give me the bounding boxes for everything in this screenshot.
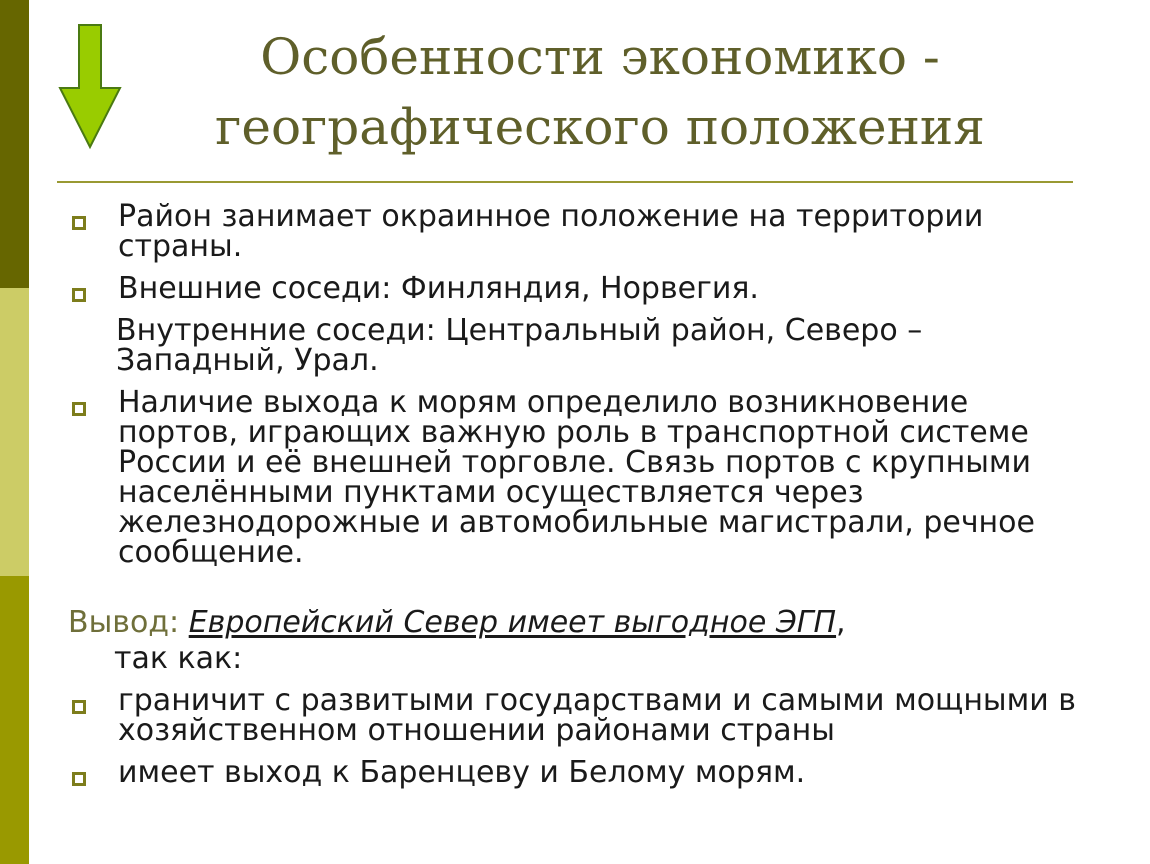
title-divider — [57, 181, 1073, 183]
conclusion-line — [68, 605, 1078, 640]
list-item — [68, 755, 1078, 790]
title-line-2: географического положения — [215, 98, 985, 156]
square-bullet-icon — [72, 772, 86, 786]
bullet-text: граничит с развитыми государствами и самыми мощными в хозяйственном отношении районами страны — [118, 683, 1076, 748]
list-item — [68, 271, 1078, 306]
bullet-text: Наличие выхода к морям определило возникновение портов, играющих важную роль в транспортной системе России и её внешней торговле. Связь портов с крупными населёнными пунктами осуществляется через железнодорожные и автомобильные магистрали, речное сообщение. — [118, 385, 1035, 570]
because-text: так как: — [114, 641, 243, 676]
conclusion-label: Вывод: — [68, 605, 189, 640]
sidebar-bottom-band — [0, 576, 29, 864]
slide-body — [68, 199, 1078, 800]
square-bullet-icon — [72, 216, 86, 230]
list-item — [68, 385, 1078, 570]
slide-title — [140, 22, 1060, 162]
sidebar-top-band — [0, 0, 29, 288]
title-line-1: Особенности экономико - — [260, 28, 940, 86]
square-bullet-icon — [72, 402, 86, 416]
list-item — [68, 199, 1078, 264]
arrow-down-icon — [58, 24, 122, 150]
sidebar-middle-band — [0, 288, 29, 576]
list-item — [68, 683, 1078, 748]
square-bullet-icon — [72, 288, 86, 302]
square-bullet-icon — [72, 700, 86, 714]
bullet-text: имеет выход к Баренцеву и Белому морям. — [118, 755, 806, 790]
bullet-text: Внешние соседи: Финляндия, Норвегия. — [118, 271, 759, 306]
bullet-text: Район занимает окраинное положение на территории страны. — [118, 199, 984, 264]
conclusion-emphasis: Европейский Север имеет выгодное ЭГП — [188, 605, 837, 640]
conclusion-comma: , — [836, 605, 846, 640]
internal-neighbors-text: Внутренние соседи: Центральный район, Северо – Западный, Урал. — [116, 313, 923, 378]
